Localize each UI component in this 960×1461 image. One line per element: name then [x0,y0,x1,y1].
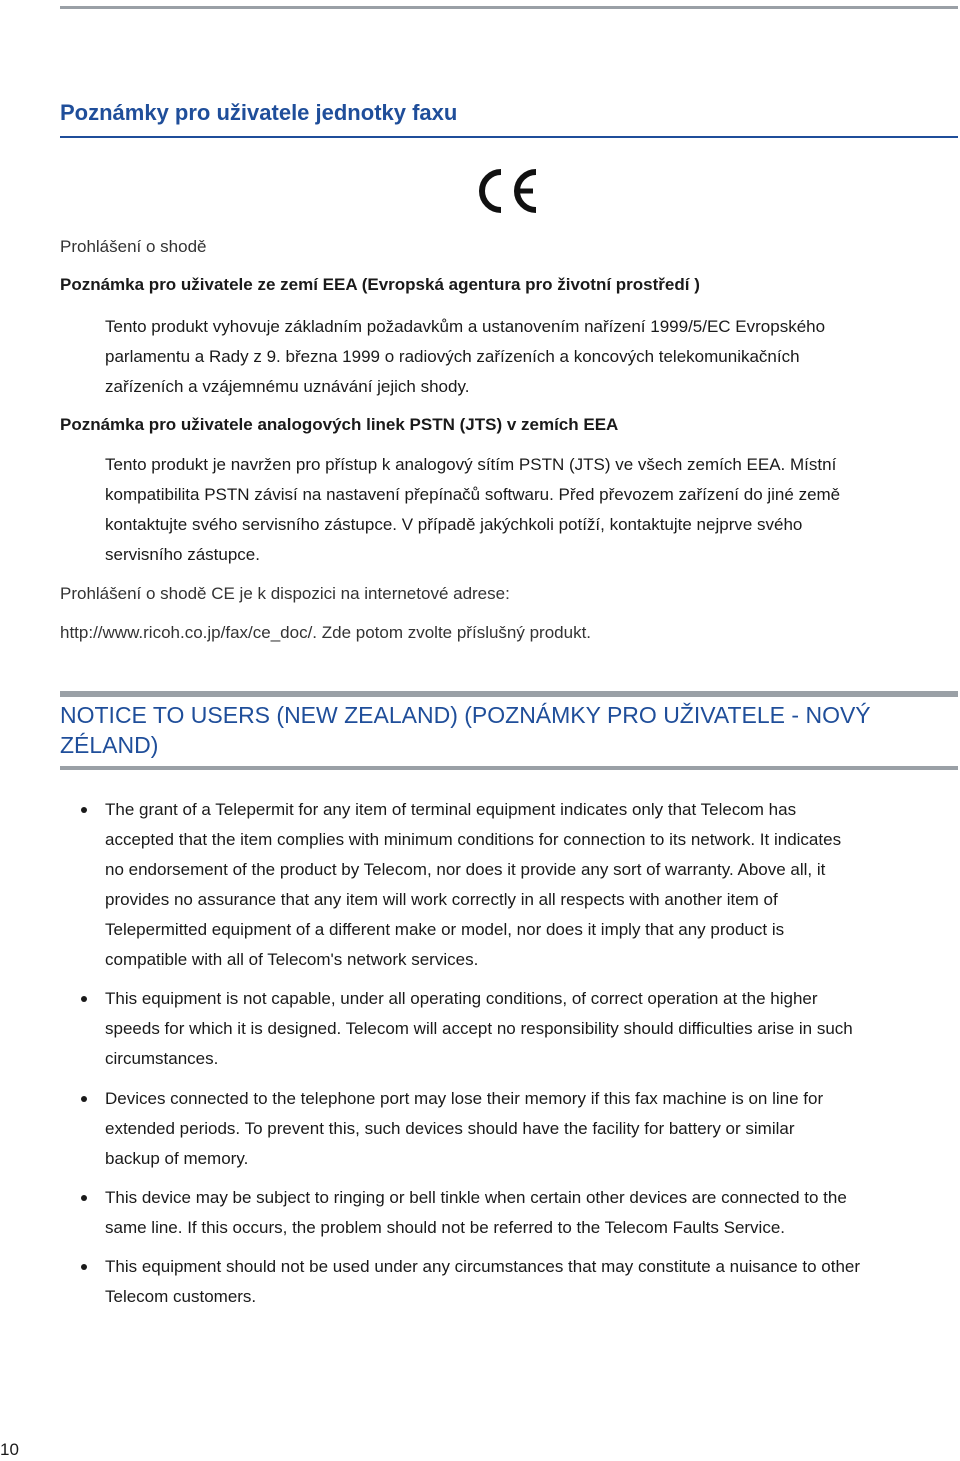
bullet-icon [81,996,87,1002]
pstn-line: kontaktujte svého servisního zástupce. V případě jakýchkoli potíží, kontaktujte nejprve svého [105,515,803,534]
list-item-line: provides no assurance that any item will work correctly in all respects with another item of [105,890,778,909]
eea-line: Tento produkt vyhovuje základním požadavkům a ustanovením nařízení 1999/5/EC Evropského [105,317,826,336]
list-item-line: extended periods. To prevent this, such devices should have the facility for battery or similar [105,1119,795,1138]
eea-heading: Poznámka pro uživatele ze zemí EEA (Evropská agentura pro životní prostředí ) [60,275,700,294]
bullet-icon [81,1096,87,1102]
list-item-line: Telepermitted equipment of a different make or model, nor does it imply that any product is [105,920,785,939]
list-item-line: backup of memory. [105,1149,249,1168]
section-title-line: ZÉLAND) [60,732,159,758]
bullet-icon [81,807,87,813]
url-line: http://www.ricoh.co.jp/fax/ce_doc/. Zde potom zvolte příslušný produkt. [60,623,592,642]
eea-line: parlamentu a Rady z 9. března 1999 o radiových zařízeních a koncových telekomunikačních [105,347,800,366]
section-title [60,700,950,760]
list-item-line: speeds for which it is designed. Telecom will accept no responsibility should difficulties arise in such [105,1019,853,1038]
section-rule-top [60,691,958,697]
list-item [105,984,955,1074]
list-item-line: same line. If this occurs, the problem should not be referred to the Telecom Faults Service. [105,1218,786,1237]
list-item-line: This equipment is not capable, under all operating conditions, of correct operation at the higher [105,989,818,1008]
list-item-line: circumstances. [105,1049,219,1068]
list-item-line: accepted that the item complies with minimum conditions for connection to its network. It indicates [105,830,842,849]
list-item [105,1183,955,1243]
eea-line: zařízeních a vzájemnému uznávání jejich shody. [105,377,470,396]
bullet-icon [81,1264,87,1270]
declaration-label: Prohlášení o shodě [60,237,207,256]
section-title-line: NOTICE TO USERS (NEW ZEALAND) (POZNÁMKY PRO UŽIVATELE - NOVÝ [60,702,871,728]
section-rule-bottom [60,766,958,770]
bullet-icon [81,1195,87,1201]
title-underline [60,136,958,138]
list-item-line: The grant of a Telepermit for any item of terminal equipment indicates only that Telecom has [105,800,797,819]
list-item [105,1252,955,1312]
list-item-line: Telecom customers. [105,1287,257,1306]
pstn-heading: Poznámka pro uživatele analogových linek PSTN (JTS) v zemích EEA [60,415,619,434]
ce-mark-icon [476,168,542,214]
list-item [105,795,955,975]
list-item [105,1084,955,1174]
list-item-line: compatible with all of Telecom's network services. [105,950,479,969]
page-number: 10 [0,1440,19,1459]
list-item-line: no endorsement of the product by Telecom, nor does it provide any sort of warranty. Above all, it [105,860,826,879]
list-item-line: This equipment should not be used under any circumstances that may constitute a nuisance to other [105,1257,861,1276]
list-item-line: Devices connected to the telephone port may lose their memory if this fax machine is on line for [105,1089,824,1108]
pstn-line: kompatibilita PSTN závisí na nastavení přepínačů softwaru. Před převozem zařízení do jiné země [105,485,841,504]
ce-declaration-text: Prohlášení o shodě CE je k dispozici na internetové adrese: [60,584,510,603]
list-item-line: This device may be subject to ringing or bell tinkle when certain other devices are connected to the [105,1188,847,1207]
pstn-line: Tento produkt je navržen pro přístup k analogový sítím PSTN (JTS) ve všech zemích EEA. Místní [105,455,837,474]
page-title: Poznámky pro uživatele jednotky faxu [60,100,458,125]
pstn-line: servisního zástupce. [105,545,260,564]
top-rule [60,6,958,9]
